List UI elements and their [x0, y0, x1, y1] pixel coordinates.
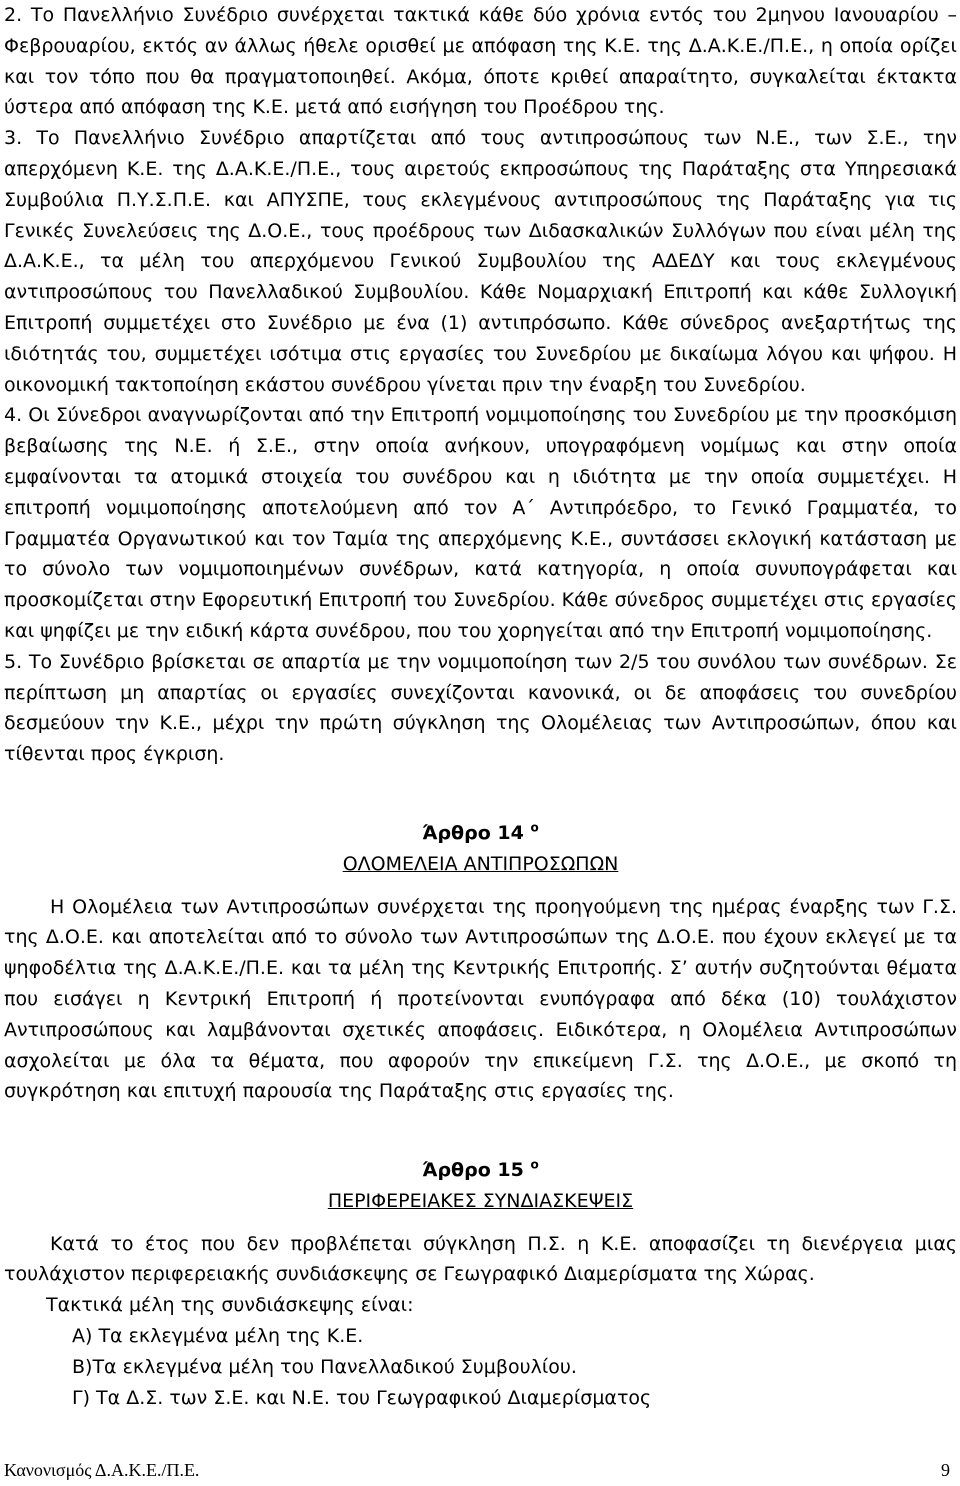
document-body — [4, 0, 957, 1413]
article-15-title — [4, 1155, 957, 1186]
article-15-title-text: Άρθρο 15 — [422, 1159, 524, 1182]
article-15-text: Κατά το έτος που δεν προβλέπεται σύγκληση Π.Σ. η Κ.Ε. αποφασίζει τη διενέργεια μιας τουλάχιστον περιφερειακής συνδιάσκεψης σε Γεωγραφικό Διαμερίσματα της Χώρας. — [4, 1232, 957, 1286]
article-14-title — [4, 818, 957, 849]
paragraph-4: 4. Οι Σύνεδροι αναγνωρίζονται από την Επιτροπή νομιμοποίησης του Συνεδρίου με την προσκόμιση βεβαίωσης της Ν.Ε. ή Σ.Ε., στην οποία ανήκουν, υπογραφόμενη νομίμως και στην οποία εμφαίνονται τα ατομικά στοιχεία του συνέδρου και η ιδιότητα με την οποία συμμετέχει. Η επιτροπή νομιμοποίησης αποτελούμενη από τον Α΄ Αντιπρόεδρο, το Γενικό Γραμματέα, το Γραμματέα Οργανωτικού και τον Ταμία της απερχόμενης Κ.Ε., συντάσσει εκλογική κατάσταση με το σύνολο των νομιμοποιημένων συνέδρων, κατά κατηγορία, η οποία συνυπογράφεται και προσκομίζεται στην Εφορευτική Επιτροπή του Συνεδρίου. Κάθε σύνεδρος συμμετέχει στις εργασίες και ψηφίζει με την ειδική κάρτα συνέδρου, που του χορηγείται από την Επιτροπή νομιμοποίησης. — [4, 404, 957, 642]
page-footer — [4, 1458, 950, 1482]
spacer — [4, 770, 957, 818]
article-15-ordinal: ο — [530, 1157, 539, 1172]
member-item-c: Γ) Τα Δ.Σ. των Σ.Ε. και Ν.Ε. του Γεωγραφικού Διαμερίσματος — [72, 1386, 652, 1409]
article-14-text: Η Ολομέλεια των Αντιπροσώπων συνέρχεται της προηγούμενη της ημέρας έναρξης των Γ.Σ. της Δ.Ο.Ε. και αποτελείται από το σύνολο των Αντιπροσώπων της Δ.Ο.Ε. που έχουν εκλεγεί με τα ψηφοδέλτια της Δ.Α.Κ.Ε./Π.Ε. και τα μέλη της Κεντρικής Επιτροπής. Σ’ αυτήν συζητούνται θέματα που εισάγει η Κεντρική Επιτροπή ή προτείνονται ενυπόγραφα από δέκα (10) τουλάχιστον Αντιπροσώπους και λαμβάνονται σχετικές αποφάσεις. Ειδικότερα, η Ολομέλεια Αντιπροσώπων ασχολείται με όλα τα θέματα, που αφορούν την επικείμενη Γ.Σ. της Δ.Ο.Ε., με σκοπό τη συγκρότηση και επιτυχή παρουσία της Παράταξης στις εργασίες της. — [4, 895, 957, 1103]
article-14-title-text: Άρθρο 14 — [422, 821, 524, 844]
paragraph-3: 3. Το Πανελλήνιο Συνέδριο απαρτίζεται από τους αντιπροσώπους των Ν.Ε., των Σ.Ε., την απερχόμενη Κ.Ε. της Δ.Α.Κ.Ε./Π.Ε., τους αιρετούς εκπροσώπους της Παράταξης στα Υπηρεσιακά Συμβούλια Π.Υ.Σ.Π.Ε. και ΑΠΥΣΠΕ, τους εκλεγμένους αντιπροσώπους της Παράταξης για τις Γενικές Συνελεύσεις της Δ.Ο.Ε., τους προέδρους των Διδασκαλικών Συλλόγων που είναι μέλη της Δ.Α.Κ.Ε., τα μέλη του απερχόμενου Γενικού Συμβουλίου της ΑΔΕΔΥ και τους εκλεγμένους αντιπροσώπους του Πανελλαδικού Συμβουλίου. Κάθε Νομαρχιακή Επιτροπή και κάθε Συλλογική Επιτροπή συμμετέχει στο Συνέδριο με ένα (1) αντιπρόσωπο. Κάθε σύνεδρος ανεξαρτήτως της ιδιότητάς του, συμμετέχει ισότιμα στις εργασίες του Συνεδρίου με δικαίωμα λόγου και ψήφου. Η οικονομική τακτοποίηση εκάστου συνέδρου γίνεται πριν την έναρξη του Συνεδρίου. — [4, 127, 957, 396]
spacer — [4, 880, 957, 892]
members-intro: Τακτικά μέλη της συνδιάσκεψης είναι: — [46, 1294, 414, 1317]
article-14-heading: ΟΛΟΜΕΛΕΙΑ ΑΝΤΙΠΡΟΣΩΠΩΝ — [342, 852, 619, 875]
member-item-a: Α) Τα εκλεγμένα μέλη της Κ.Ε. — [72, 1325, 364, 1348]
paragraph-5: 5. Το Συνέδριο βρίσκεται σε απαρτία με την νομιμοποίηση των 2/5 του συνόλου των συνέδρων. Σε περίπτωση μη απαρτίας οι εργασίες συνεχίζονται κανονικά, οι δε αποφάσεις του συνεδρίου δεσμεύουν την Κ.Ε., μέχρι την πρώτη σύγκληση της Ολομέλειας των Αντιπροσώπων, όπου και τίθενται προς έγκριση. — [4, 650, 957, 766]
spacer — [4, 1107, 957, 1155]
page-number: 9 — [941, 1460, 950, 1480]
paragraph-2: 2. Το Πανελλήνιο Συνέδριο συνέρχεται τακτικά κάθε δύο χρόνια εντός του 2μηνου Ιανουαρίου – Φεβρουαρίου, εκτός αν άλλως ήθελε ορισθεί με απόφαση της Κ.Ε. της Δ.Α.Κ.Ε./Π.Ε., η οποία ορίζει και τον τόπο που θα πραγματοποιηθεί. Ακόμα, όποτε κριθεί απαραίτητο, συγκαλείται έκτακτα ύστερα από απόφαση της Κ.Ε. μετά από εισήγηση του Προέδρου της. — [4, 4, 957, 119]
article-15-heading: ΠΕΡΙΦΕΡΕΙΑΚΕΣ ΣΥΝΔΙΑΣΚΕΨΕΙΣ — [327, 1189, 634, 1212]
footer-title: Κανονισμός Δ.Α.Κ.Ε./Π.Ε. — [4, 1460, 200, 1480]
member-item-b: Β)Τα εκλεγμένα μέλη του Πανελλαδικού Συμβουλίου. — [72, 1355, 577, 1378]
spacer — [4, 1217, 957, 1229]
article-14-ordinal: ο — [530, 820, 539, 835]
